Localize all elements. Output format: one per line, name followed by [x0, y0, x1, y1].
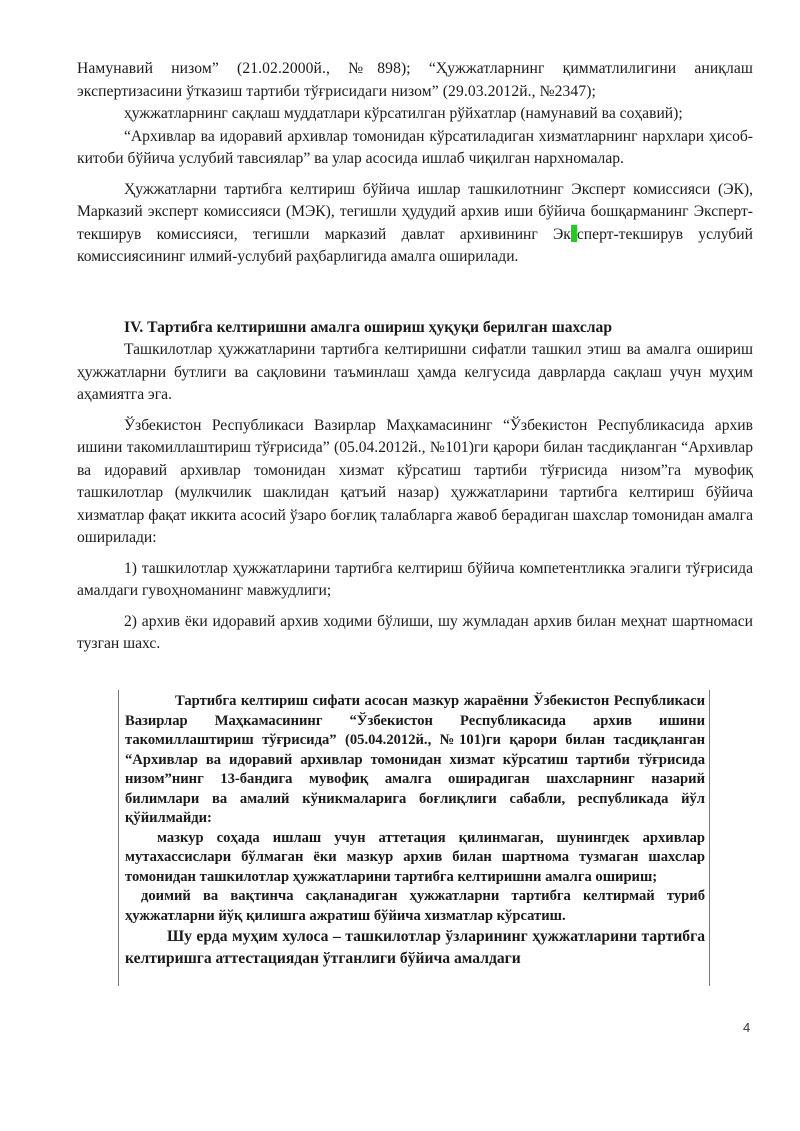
bordered-text-box: [118, 690, 710, 986]
list-item-requirement-1: 1) ташкилотлар ҳужжатларини тартибга келтириш бўйича компетентликка эгалиги тўғрисида амалдаги гувоҳноманинг мавжудлиги;: [77, 559, 753, 599]
paragraph-continued: Намунавий низом” (21.02.2000й., №898); “Ҳужжатларнинг қимматлилигини аниқлаш экспертизасини ўтказиш тартиби тўғрисидаги низом” (29.03.2012й., №2347);: [77, 60, 753, 100]
section-heading: IV. Тартибга келтиришни амалга ошириш ҳуқуқи берилган шахслар: [124, 318, 613, 336]
document-body: [77, 58, 753, 656]
paragraph-expert-commission-text-a: Ҳужжатларни тартибга келтириш бўйича ишлар ташкилотнинг Эксперт комиссияси (ЭК), Марказий эксперт комиссияси (МЭК), тегишли ҳудудий архив иши бўйича бошқарманинг Эксперт-текширув комиссияси, тегишли марказий давлат архивининг Эк: [77, 180, 753, 243]
page-number: 4: [743, 1020, 751, 1035]
box-paragraph-conclusion: Шу ерда муҳим хулоса – ташкилотлар ўзларининг ҳужжатларини тартибга келтиришга аттестациядан ўтганлиги бўйича амалдаги: [125, 928, 705, 967]
paragraph-expert-commission: [77, 179, 753, 269]
paragraph-retention-lists: ҳужжатларнинг сақлаш муддатлари кўрсатилган рўйхатлар (намунавий ва соҳавий);: [124, 105, 683, 122]
box-paragraph-quality: Тартибга келтириш сифати асосан мазкур жараённи Ўзбекистон Республикаси Вазирлар Маҳкамасининг “Ўзбекистон Республикасида архив ишини такомиллаштириш тўғрисида” (05.04.2012й., №101)ги қарори билан тасдиқланган “Архивлар ва идоравий архивлар томонидан хизмат кўрсатиш тартиби тўғрисида низом”нинг 13-бандига мувофиқ амалга оширадиган шахсларнинг назарий билимлари ва амалий кўникмаларига боғлиқлиги сабабли, республикада йўл қўйилмайди:: [125, 693, 705, 826]
paragraph-cabinet-resolution: Ўзбекистон Республикаси Вазирлар Маҳкамасининг “Ўзбекистон Республикасида архив ишини такомиллаштириш тўғрисида” (05.04.2012й., №101)ги қарори билан тасдиқланган “Архивлар ва идоравий архивлар томонидан хизмат кўрсатиш тартиби тўғрисида низом”га мувофиқ ташкилотлар (мулкчилик шаклидан қатъий назар) ҳужжатларини тартибга келтириш бўйича хизматлар фақат иккита асосий ўзаро боғлиқ талабларга жавоб берадиган шахслар томонидан амалга оширилади:: [77, 416, 753, 546]
box-paragraph-destruction: доимий ва вақтинча сақланадиган ҳужжатларни тартибга келтирмай туриб ҳужжатларни йўқ қилишга ажратиш бўйича хизматлар кўрсатиш.: [125, 888, 705, 924]
paragraph-expert-commission-text-b: сперт-текширув услубий комиссиясининг илмий-услубий раҳбарлигида амалга оширилади.: [77, 225, 753, 265]
paragraph-pricing-recommendations: “Архивлар ва идоравий архивлар томонидан кўрсатиладиган хизматларнинг нархлари ҳисоб-китоби бўйича услубий тавсиялар” ва улар асосида ишлаб чиқилган нархномалар.: [77, 127, 753, 167]
paragraph-importance: Ташкилотлар ҳужжатларини тартибга келтиришни сифатли ташкил этиш ва амалга ошириш ҳужжатларни бутлиги ва сақловини таъминлаш ҳамда келгусида даврларда сақлаш учун муҳим аҳамиятга эга.: [77, 341, 753, 403]
box-paragraph-not-certified: мазкур соҳада ишлаш учун аттетация қилинмаган, шунингдек архивлар мутахассислари бўлмаган ёки мазкур архив билан шартнома тузмаган шахслар томонидан ташкилотлар ҳужжатларини тартибга келтиришни амалга ошириш;: [125, 829, 705, 885]
list-item-requirement-2: 2) архив ёки идоравий архив ходими бўлиши, шу жумладан архив билан меҳнат шартномаси тузган шахс.: [77, 612, 753, 652]
